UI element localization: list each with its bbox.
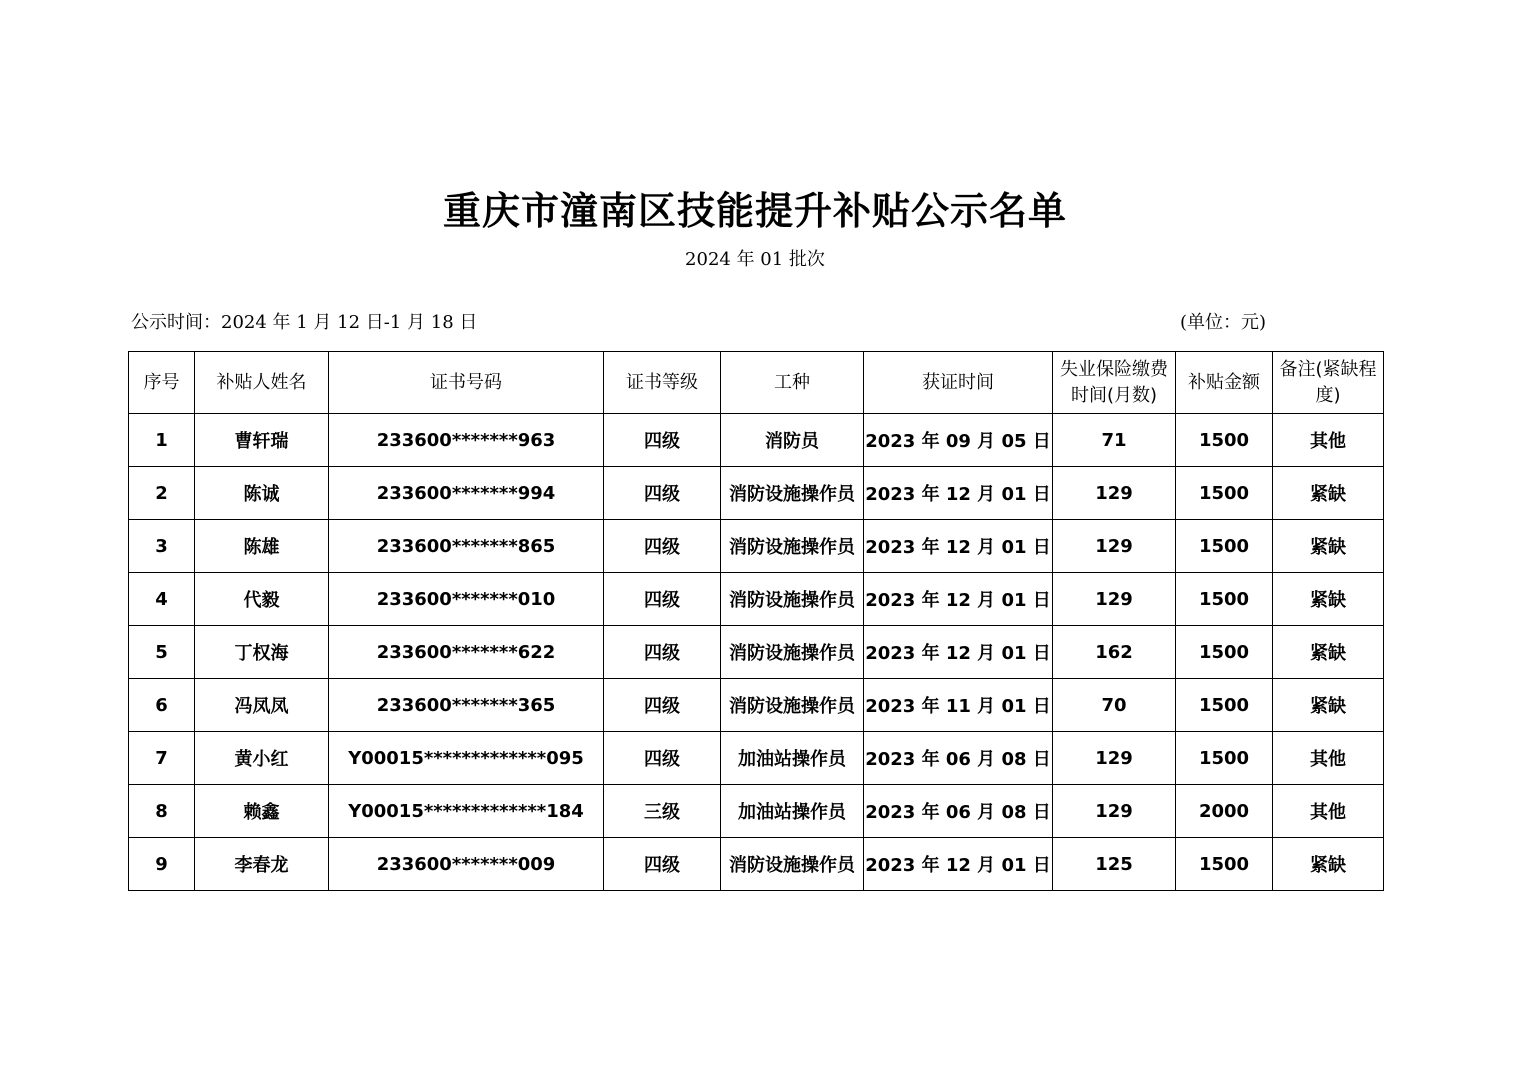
table-cell: 233600*******963 bbox=[329, 414, 604, 467]
header-cell: 备注(紧缺程度) bbox=[1273, 352, 1384, 414]
table-cell: 曹轩瑞 bbox=[195, 414, 329, 467]
table-cell: 4 bbox=[129, 573, 195, 626]
table-cell: 70 bbox=[1053, 679, 1176, 732]
table-cell: 消防设施操作员 bbox=[721, 467, 864, 520]
table-cell: 129 bbox=[1053, 785, 1176, 838]
table-cell: 1500 bbox=[1176, 467, 1273, 520]
table-cell: 2023 年 12 月 01 日 bbox=[864, 573, 1053, 626]
table-cell: 129 bbox=[1053, 520, 1176, 573]
page-title: 重庆市潼南区技能提升补贴公示名单 bbox=[442, 188, 1067, 233]
table-row bbox=[129, 785, 1384, 838]
table-cell: 加油站操作员 bbox=[721, 732, 864, 785]
table-row bbox=[129, 626, 1384, 679]
table-cell: 2023 年 12 月 01 日 bbox=[864, 626, 1053, 679]
table-cell: 5 bbox=[129, 626, 195, 679]
table-cell: 四级 bbox=[604, 414, 721, 467]
table-cell: 四级 bbox=[604, 732, 721, 785]
header-cell: 工种 bbox=[721, 352, 864, 414]
table-cell: 陈诚 bbox=[195, 467, 329, 520]
table-cell: 1500 bbox=[1176, 679, 1273, 732]
table-cell: 1500 bbox=[1176, 626, 1273, 679]
table-cell: 1500 bbox=[1176, 573, 1273, 626]
table-cell: 8 bbox=[129, 785, 195, 838]
table-cell: 其他 bbox=[1273, 414, 1384, 467]
table-cell: 其他 bbox=[1273, 732, 1384, 785]
table-row bbox=[129, 573, 1384, 626]
table-cell: 71 bbox=[1053, 414, 1176, 467]
header-cell: 证书号码 bbox=[329, 352, 604, 414]
table-cell: 2000 bbox=[1176, 785, 1273, 838]
table-cell: 紧缺 bbox=[1273, 679, 1384, 732]
table-cell: 3 bbox=[129, 520, 195, 573]
table-cell: 冯凤凤 bbox=[195, 679, 329, 732]
table-cell: 233600*******010 bbox=[329, 573, 604, 626]
table-cell: 1500 bbox=[1176, 838, 1273, 891]
table-cell: 紧缺 bbox=[1273, 573, 1384, 626]
table-cell: 陈雄 bbox=[195, 520, 329, 573]
table-cell: 129 bbox=[1053, 732, 1176, 785]
table-cell: 129 bbox=[1053, 573, 1176, 626]
table-cell: 1 bbox=[129, 414, 195, 467]
table-cell: 消防设施操作员 bbox=[721, 573, 864, 626]
table-cell: 四级 bbox=[604, 573, 721, 626]
table-cell: 1500 bbox=[1176, 732, 1273, 785]
table-cell: 7 bbox=[129, 732, 195, 785]
table-row bbox=[129, 520, 1384, 573]
table-cell: 233600*******994 bbox=[329, 467, 604, 520]
table-cell: 四级 bbox=[604, 520, 721, 573]
table-cell: 1500 bbox=[1176, 520, 1273, 573]
header-cell: 补贴人姓名 bbox=[195, 352, 329, 414]
table-cell: 丁权海 bbox=[195, 626, 329, 679]
table-cell: 紧缺 bbox=[1273, 626, 1384, 679]
table-cell: 2023 年 12 月 01 日 bbox=[864, 467, 1053, 520]
table-cell: 162 bbox=[1053, 626, 1176, 679]
table-cell: Y00015*************184 bbox=[329, 785, 604, 838]
table-cell: 2023 年 09 月 05 日 bbox=[864, 414, 1053, 467]
table-cell: 紧缺 bbox=[1273, 838, 1384, 891]
table-cell: 四级 bbox=[604, 467, 721, 520]
table-cell: 其他 bbox=[1273, 785, 1384, 838]
table-cell: 6 bbox=[129, 679, 195, 732]
table-cell: 1500 bbox=[1176, 414, 1273, 467]
batch-subtitle: 2024 年 01 批次 bbox=[685, 249, 825, 270]
table-cell: 9 bbox=[129, 838, 195, 891]
header-cell: 获证时间 bbox=[864, 352, 1053, 414]
currency-unit: (单位：元) bbox=[1180, 312, 1267, 333]
table-row bbox=[129, 838, 1384, 891]
table-cell: 233600*******865 bbox=[329, 520, 604, 573]
table-cell: 代毅 bbox=[195, 573, 329, 626]
table-cell: 消防设施操作员 bbox=[721, 520, 864, 573]
table-cell: 紧缺 bbox=[1273, 520, 1384, 573]
table-row bbox=[129, 467, 1384, 520]
table-header-row bbox=[129, 352, 1384, 414]
table-cell: 消防员 bbox=[721, 414, 864, 467]
header-cell: 失业保险缴费时间(月数) bbox=[1053, 352, 1176, 414]
header-cell: 补贴金额 bbox=[1176, 352, 1273, 414]
table-cell: 四级 bbox=[604, 626, 721, 679]
table-cell: 消防设施操作员 bbox=[721, 679, 864, 732]
table-cell: 233600*******365 bbox=[329, 679, 604, 732]
table-cell: 四级 bbox=[604, 679, 721, 732]
table-cell: 紧缺 bbox=[1273, 467, 1384, 520]
table-cell: 黄小红 bbox=[195, 732, 329, 785]
table-cell: 2023 年 12 月 01 日 bbox=[864, 520, 1053, 573]
table-cell: 129 bbox=[1053, 467, 1176, 520]
table-row bbox=[129, 732, 1384, 785]
table-row bbox=[129, 679, 1384, 732]
table-cell: 四级 bbox=[604, 838, 721, 891]
table-cell: 233600*******009 bbox=[329, 838, 604, 891]
table-cell: 2023 年 06 月 08 日 bbox=[864, 732, 1053, 785]
header-cell: 序号 bbox=[129, 352, 195, 414]
table-cell: 消防设施操作员 bbox=[721, 838, 864, 891]
table-cell: 2023 年 11 月 01 日 bbox=[864, 679, 1053, 732]
table-cell: 125 bbox=[1053, 838, 1176, 891]
table-cell: 三级 bbox=[604, 785, 721, 838]
subsidy-table bbox=[128, 351, 1384, 891]
table-cell: 2 bbox=[129, 467, 195, 520]
table-row bbox=[129, 414, 1384, 467]
table-cell: 加油站操作员 bbox=[721, 785, 864, 838]
table-cell: 赖鑫 bbox=[195, 785, 329, 838]
table-cell: 233600*******622 bbox=[329, 626, 604, 679]
table-cell: 2023 年 06 月 08 日 bbox=[864, 785, 1053, 838]
publication-period: 公示时间：2024 年 1 月 12 日-1 月 18 日 bbox=[131, 312, 478, 333]
table-cell: 消防设施操作员 bbox=[721, 626, 864, 679]
table-cell: 2023 年 12 月 01 日 bbox=[864, 838, 1053, 891]
table-cell: 李春龙 bbox=[195, 838, 329, 891]
table-cell: Y00015*************095 bbox=[329, 732, 604, 785]
header-cell: 证书等级 bbox=[604, 352, 721, 414]
